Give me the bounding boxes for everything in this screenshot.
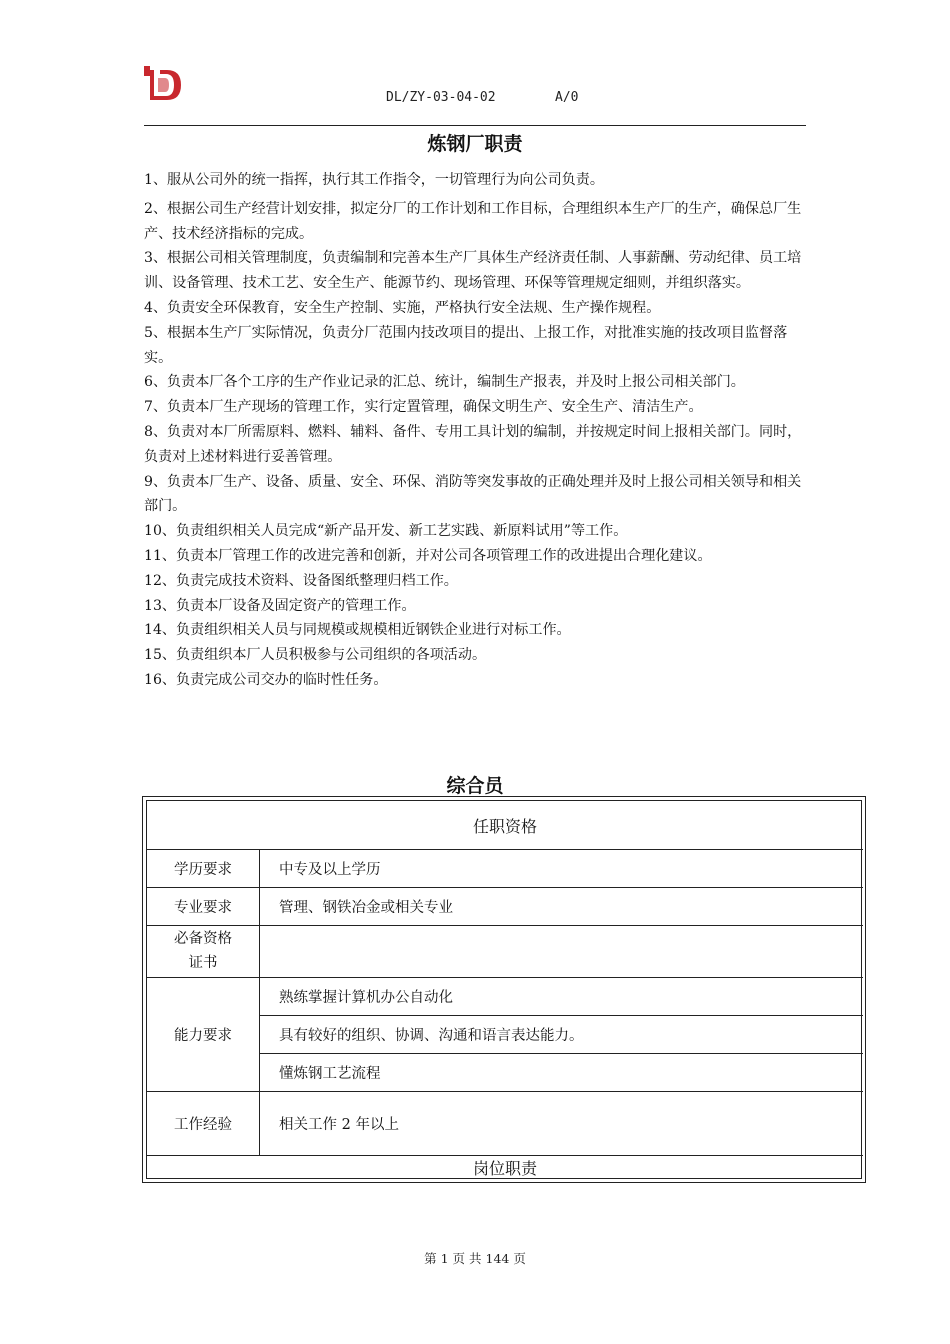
duty-item-10: 10、负责组织相关人员完成“新产品开发、新工艺实践、新原料试用”等工作。 [144, 523, 628, 540]
page-footer: 第 1 页 共 144 页 [424, 1251, 526, 1266]
table-header-duties: 岗位职责 [472, 1159, 537, 1178]
experience-value: 相关工作 2 年以上 [279, 1116, 399, 1133]
education-value: 中专及以上学历 [279, 861, 381, 878]
document-code: DL/ZY-03-04-02 [386, 90, 496, 105]
ability-item-3: 懂炼钢工艺流程 [279, 1065, 381, 1082]
duty-item-5: 5、根据本生产厂实际情况，负责分厂范围内技改项目的提出、上报工作，对批准实施的技改项目监督落实。 [144, 324, 788, 366]
duty-item-3: 3、根据公司相关管理制度，负责编制和完善本生产厂具体生产经济责任制、人事薪酬、劳动纪律、员工培训、设备管理、技术工艺、安全生产、能源节约、现场管理、环保等管理规定细则，并组织落实。 [144, 250, 802, 292]
duty-item-14: 14、负责组织相关人员与同规模或规模相近钢铁企业进行对标工作。 [144, 622, 571, 639]
ability-item-2: 具有较好的组织、协调、沟通和语言表达能力。 [279, 1027, 584, 1044]
duty-item-7: 7、负责本厂生产现场的管理工作，实行定置管理，确保文明生产、安全生产、清洁生产。 [144, 399, 703, 416]
certificate-label [147, 925, 259, 977]
certificate-value [279, 925, 839, 977]
experience-label: 工作经验 [174, 1116, 232, 1133]
duty-item-6: 6、负责本厂各个工序的生产作业记录的汇总、统计，编制生产报表，并及时上报公司相关部门。 [144, 374, 745, 391]
duty-item-16: 16、负责完成公司交办的临时性任务。 [144, 671, 388, 688]
position-title: 综合员 [446, 775, 504, 797]
table-column-rule [259, 849, 260, 1155]
certificate-label-line-1: 必备资格 [174, 931, 232, 947]
duty-item-1: 1、服从公司外的统一指挥，执行其工作指令，一切管理行为向公司负责。 [144, 172, 604, 188]
ability-label: 能力要求 [174, 1027, 232, 1044]
document-revision: A/0 [555, 90, 579, 105]
table-header-qualifications: 任职资格 [472, 816, 537, 836]
duty-item-11: 11、负责本厂管理工作的改进完善和创新，并对公司各项管理工作的改进提出合理化建议。 [144, 547, 712, 564]
duty-item-9: 9、负责本厂生产、设备、质量、安全、环保、消防等突发事故的正确处理并及时上报公司相关领导和相关部门。 [144, 473, 802, 515]
duty-item-15: 15、负责组织本厂人员积极参与公司组织的各项活动。 [144, 647, 487, 664]
duty-item-12: 12、负责完成技术资料、设备图纸整理归档工作。 [144, 572, 458, 589]
major-label: 专业要求 [174, 899, 232, 916]
duty-list [144, 168, 808, 693]
header-divider [144, 125, 806, 126]
page-title: 炼钢厂职责 [427, 133, 523, 155]
qualification-table [142, 796, 866, 1183]
duty-item-8: 8、负责对本厂所需原料、燃料、辅料、备件、专用工具计划的编制，并按规定时间上报相关部门。同时，负责对上述材料进行妥善管理。 [144, 423, 802, 465]
duty-item-4: 4、负责安全环保教育，安全生产控制、实施，严格执行安全法规、生产操作规程。 [144, 299, 661, 316]
certificate-label-line-2: 证书 [188, 955, 218, 971]
ability-item-1: 熟练掌握计算机办公自动化 [279, 989, 453, 1006]
duty-item-13: 13、负责本厂设备及固定资产的管理工作。 [144, 597, 416, 614]
major-value: 管理、钢铁冶金或相关专业 [279, 899, 453, 916]
company-logo-icon [144, 66, 184, 104]
education-label: 学历要求 [174, 861, 232, 878]
qualification-table-inner [146, 800, 862, 1179]
duty-item-2: 2、根据公司生产经营计划安排，拟定分厂的工作计划和工作目标，合理组织本生产厂的生产，确保总厂生产、技术经济指标的完成。 [144, 200, 802, 242]
